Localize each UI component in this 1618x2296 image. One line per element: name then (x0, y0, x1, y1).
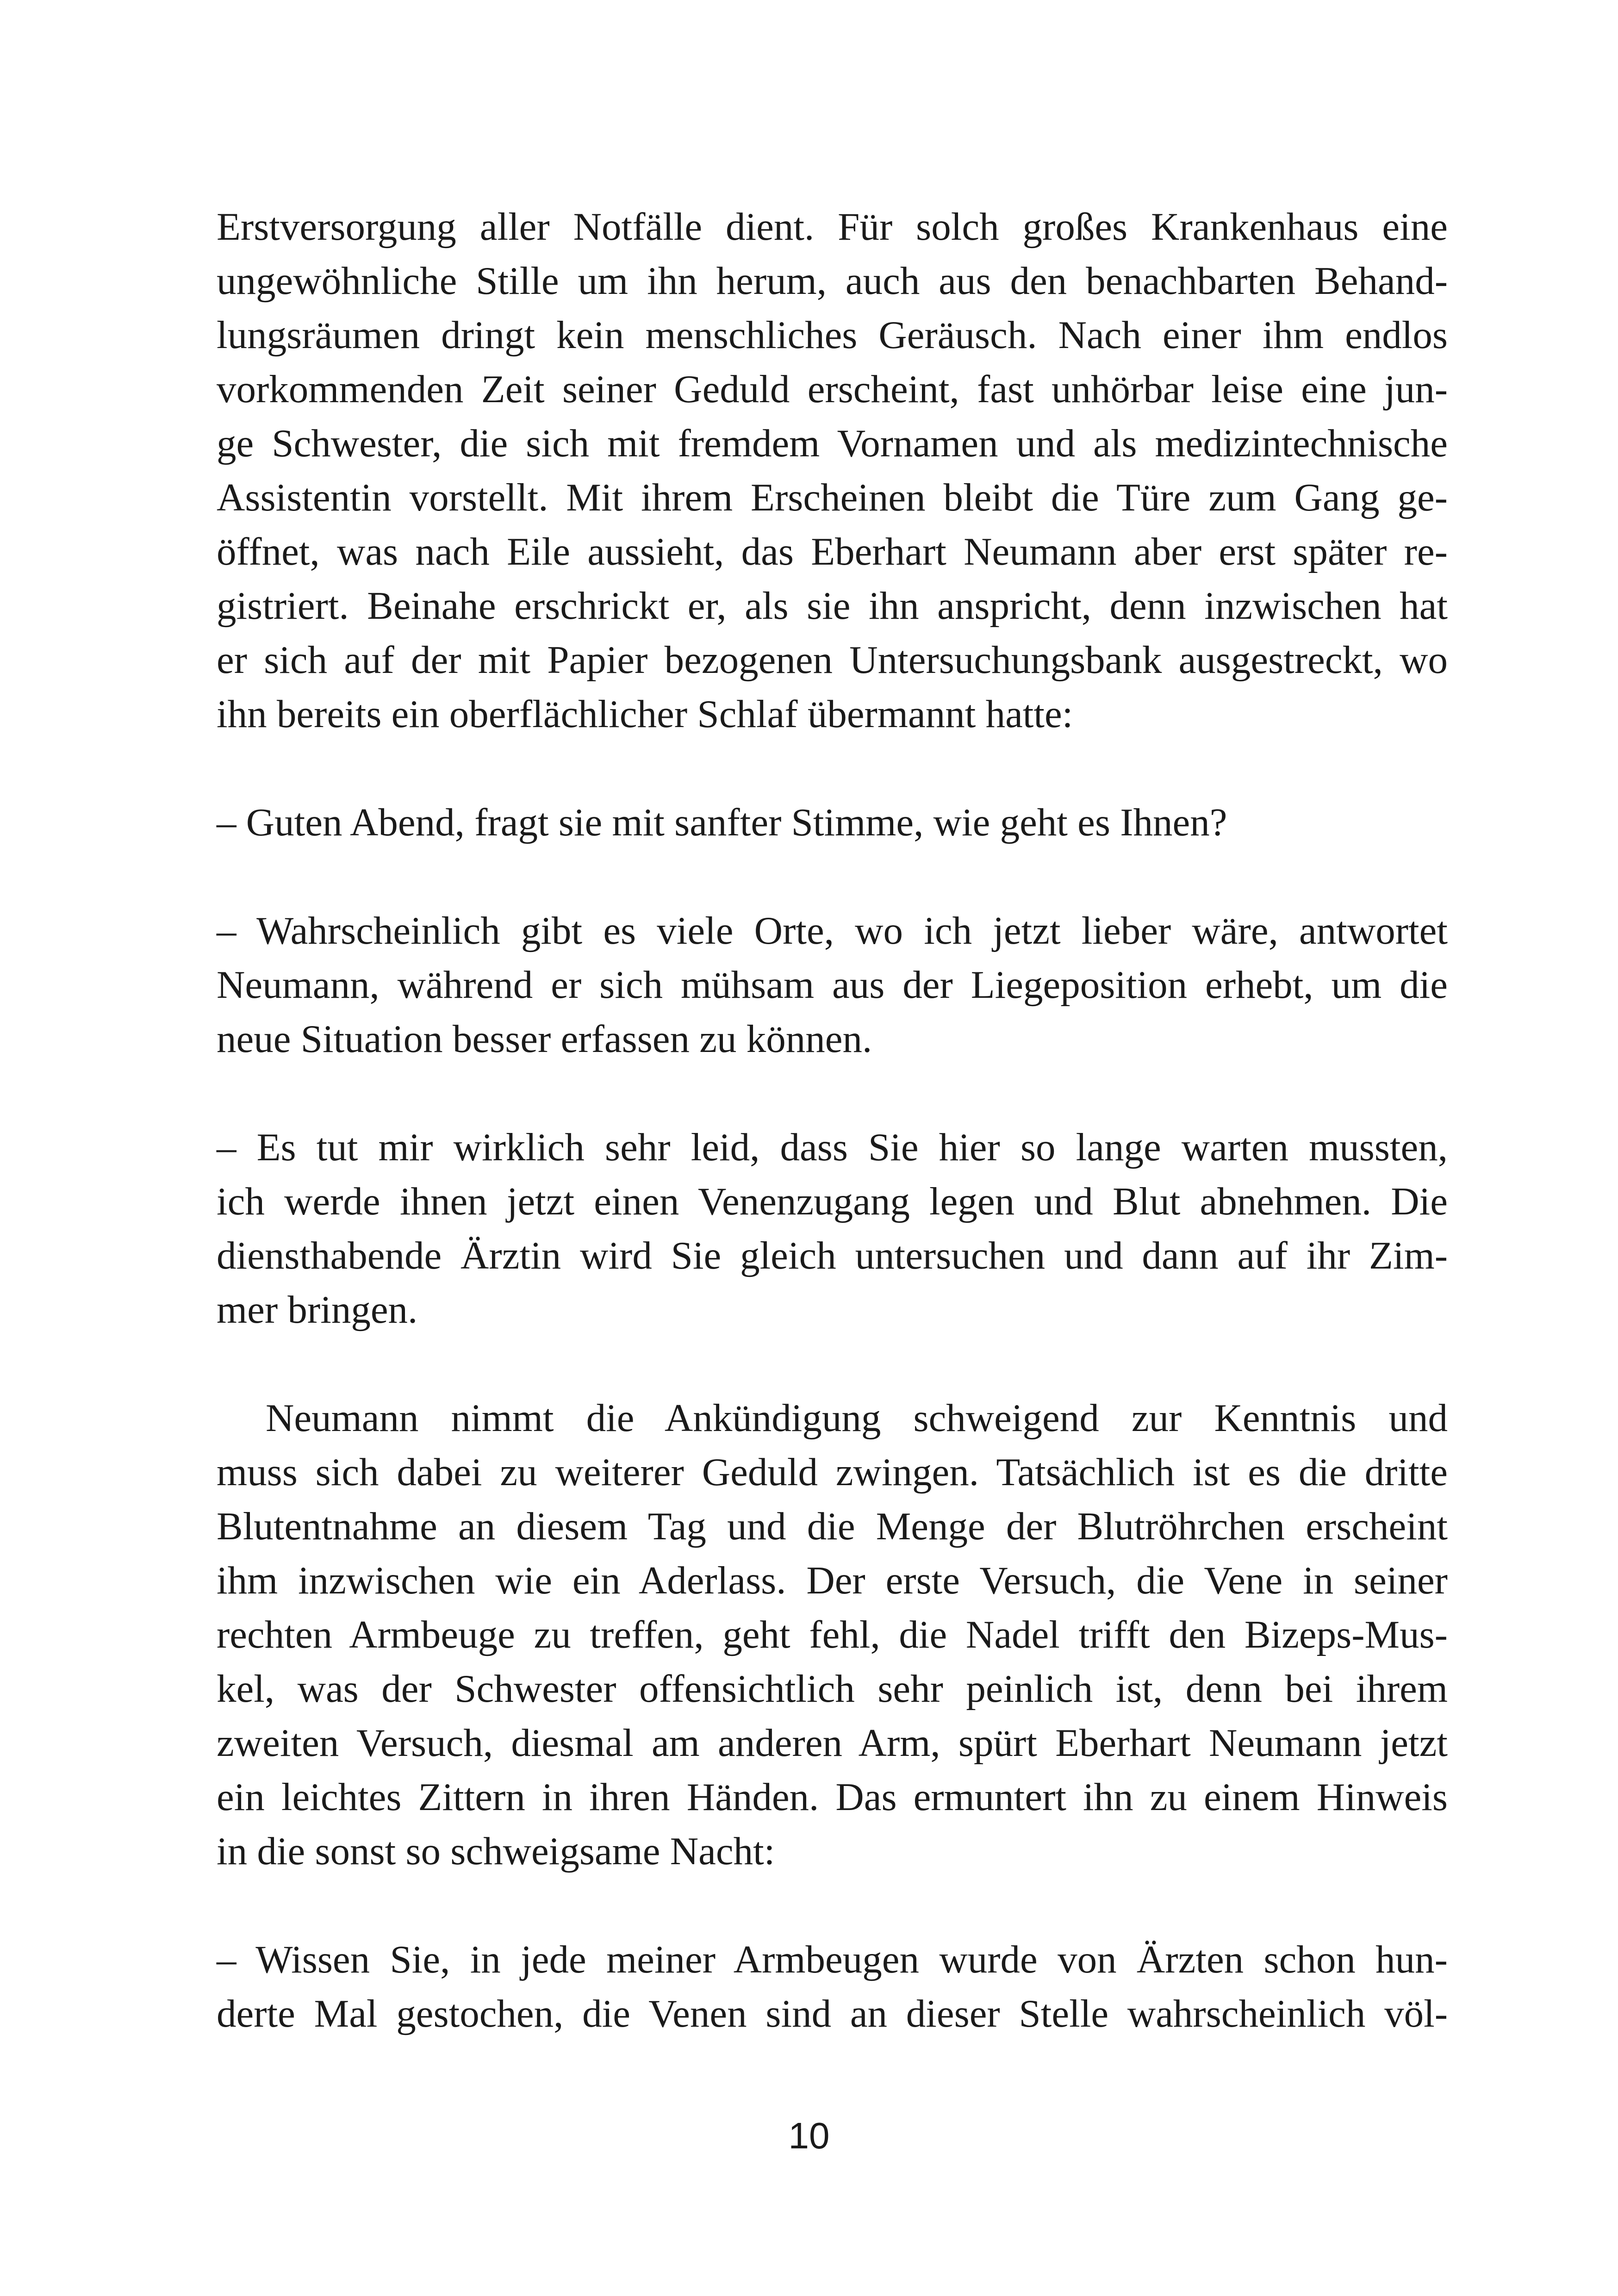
text-line: in die sonst so schweigsame Nacht: (217, 1829, 775, 1873)
text-line: ge Schwester, die sich mit fremdem Vornamen und als medizintechnische (217, 422, 1448, 465)
text-line: ihn bereits ein oberflächlicher Schlaf übermannt hatte: (217, 692, 1073, 736)
text-line: ein leichtes Zittern in ihren Händen. Das ermuntert ihn zu einem Hinweis (217, 1775, 1448, 1819)
text-line: vorkommenden Zeit seiner Geduld erscheint, fast unhörbar leise eine jun- (217, 367, 1448, 411)
text-line: ihm inzwischen wie ein Aderlass. Der erste Versuch, die Vene in seiner (217, 1559, 1448, 1602)
body-text (217, 200, 1448, 2041)
paragraph-gap (217, 1337, 1448, 1391)
text-line: ungewöhnliche Stille um ihn herum, auch aus den benachbarten Behand- (217, 259, 1448, 303)
text-line: – Wahrscheinlich gibt es viele Orte, wo ich jetzt lieber wäre, antwortet (217, 909, 1448, 952)
text-line: diensthabende Ärztin wird Sie gleich untersuchen und dann auf ihr Zim- (217, 1234, 1448, 1277)
text-line: Blutentnahme an diesem Tag und die Menge der Blutröhrchen erscheint (217, 1505, 1448, 1548)
text-line: – Guten Abend, fragt sie mit sanfter Stimme, wie geht es Ihnen? (217, 801, 1227, 844)
page-number: 10 (788, 2115, 830, 2156)
paragraph-gap (217, 1066, 1448, 1120)
paragraph-gap (217, 741, 1448, 796)
text-line: lungsräumen dringt kein menschliches Geräusch. Nach einer ihm endlos (217, 313, 1448, 357)
paragraph-gap (217, 1879, 1448, 1933)
text-line: Erstversorgung aller Notfälle dient. Für solch großes Krankenhaus eine (217, 205, 1448, 249)
text-line: Neumann nimmt die Ankündigung schweigend zur Kenntnis und (266, 1396, 1448, 1440)
text-line: – Wissen Sie, in jede meiner Armbeugen wurde von Ärzten schon hun- (217, 1938, 1448, 1981)
text-line: ich werde ihnen jetzt einen Venenzugang legen und Blut abnehmen. Die (217, 1180, 1448, 1223)
text-line: muss sich dabei zu weiterer Geduld zwingen. Tatsächlich ist es die dritte (217, 1450, 1448, 1494)
text-line: zweiten Versuch, diesmal am anderen Arm, spürt Eberhart Neumann jetzt (217, 1721, 1448, 1765)
text-line: rechten Armbeuge zu treffen, geht fehl, die Nadel trifft den Bizeps-Mus- (217, 1613, 1448, 1656)
text-line: mer bringen. (217, 1288, 418, 1332)
text-line: derte Mal gestochen, die Venen sind an dieser Stelle wahrscheinlich völ- (217, 1992, 1448, 2035)
paragraph-gap (217, 850, 1448, 904)
text-line: kel, was der Schwester offensichtlich sehr peinlich ist, denn bei ihrem (217, 1667, 1448, 1711)
text-line: gistriert. Beinahe erschrickt er, als sie ihn anspricht, denn inzwischen hat (217, 584, 1448, 628)
text-line: er sich auf der mit Papier bezogenen Untersuchungsbank ausgestreckt, wo (217, 638, 1448, 682)
text-line: Neumann, während er sich mühsam aus der Liegeposition erhebt, um die (217, 963, 1448, 1007)
text-line: öffnet, was nach Eile aussieht, das Eberhart Neumann aber erst später re- (217, 530, 1448, 573)
text-line: Assistentin vorstellt. Mit ihrem Erscheinen bleibt die Türe zum Gang ge- (217, 476, 1448, 519)
text-line: – Es tut mir wirklich sehr leid, dass Sie hier so lange warten mussten, (217, 1126, 1448, 1169)
text-line: neue Situation besser erfassen zu können. (217, 1017, 872, 1061)
